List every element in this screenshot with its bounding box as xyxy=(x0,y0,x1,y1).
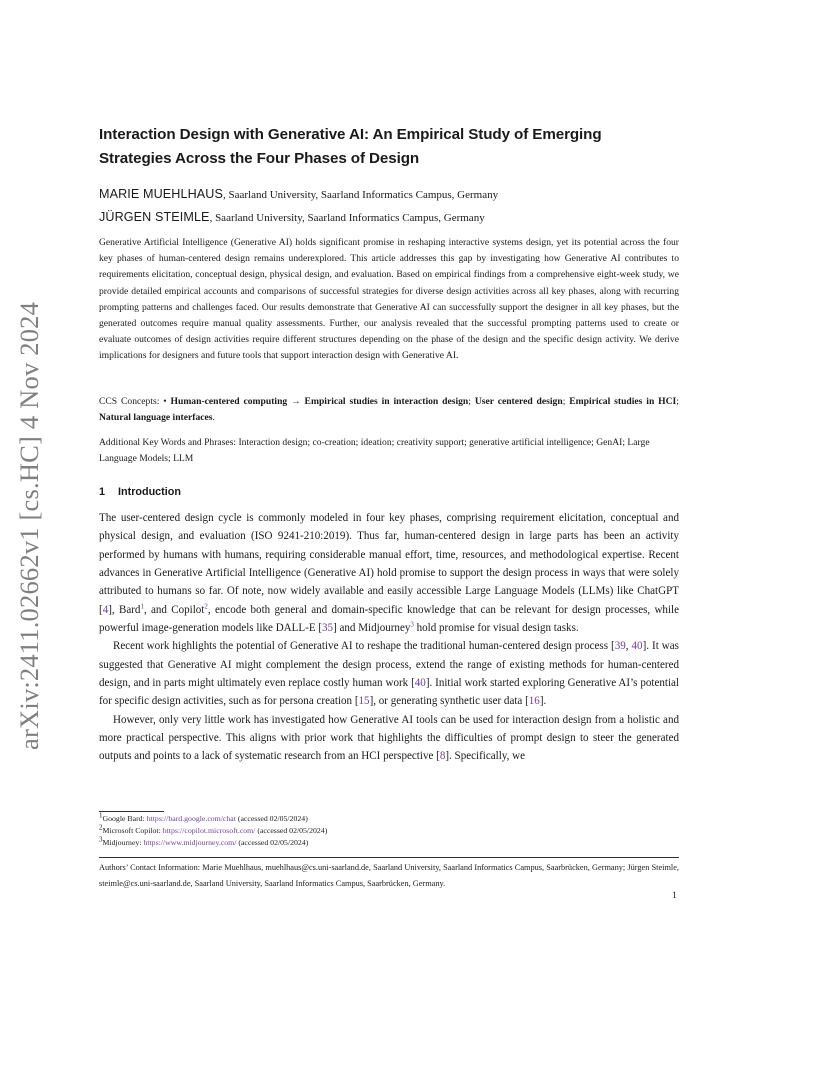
ccs-concepts: CCS Concepts: • Human-centered computing → Empirical studies in interaction design; User centered design; Empirical studies in HCI; Natural language interfaces. xyxy=(99,396,679,424)
footnote-marker[interactable]: 2 xyxy=(204,602,208,611)
title-line: Interaction Design with Generative AI: An Empirical Study of Emerging xyxy=(99,126,602,143)
footnote: $^1$Google Bard: https://bard.google.com/chat (accessed 02/05/2024) xyxy=(99,811,308,823)
ccs-concept: User centered design xyxy=(474,396,563,407)
ccs-concept: Human-centered computing → Empirical studies in interaction design xyxy=(170,396,469,407)
footnote-url[interactable]: https://www.midjourney.com/ xyxy=(143,838,237,847)
author-name: JÜRGEN STEIMLE xyxy=(99,210,210,224)
citation-link[interactable]: 39 xyxy=(614,640,626,653)
section-heading xyxy=(99,486,679,498)
footnote: $^3$Midjourney: https://www.midjourney.com/ (accessed 02/05/2024) xyxy=(99,835,309,847)
abstract: Generative Artificial Intelligence (Generative AI) holds significant promise in reshaping interactive systems design, yet its potential across the four key phases of human-centered design remains underexplored. This article addresses this gap by investigating how Generative AI contributes to requirements elicitation, conceptual design, physical design, and evaluation. Based on empirical findings from a comprehensive eight-week study, we provide detailed empirical accounts and comparisons of successful strategies for diverse design activities across all key phases, along with recurring prompting patterns and challenges faced. Our results demonstrate that Generative AI can successfully support the designer in all key phases, but the generated outcomes require manual quality assessments. Further, our analysis revealed that the successful prompting patterns used to create or evaluate outcomes of design activities require different structures depending on the phase of the design and the specific design activity. We derive implications for designers and future tools that support interaction design with Generative AI. xyxy=(99,237,679,362)
citation-link[interactable]: 4 xyxy=(102,603,109,616)
arxiv-identifier: arXiv:2411.02662v1 [cs.HC] 4 Nov 2024 xyxy=(14,301,44,750)
citation-link[interactable]: 35 xyxy=(322,622,334,635)
paragraph: Recent work highlights the potential of Generative AI to reshape the traditional human-centered design process [39, 40]. It was suggested that Generative AI might complement the design process, extend the range of existing methods for human-centered design, and in parts might ultimately even replace costly human work [40]. Initial work started exploring Generative AI’s potential for specific design activities, such as for persona creation [15], or generating synthetic user data [16]. xyxy=(99,640,680,708)
author-name: MARIE MUEHLHAUS xyxy=(99,187,223,201)
author-affiliation: , Saarland University, Saarland Informatics Campus, Germany xyxy=(209,212,485,224)
page-number: 1 xyxy=(672,890,677,901)
ccs-concept: Empirical studies in HCI xyxy=(569,396,677,407)
citation-link[interactable]: 15 xyxy=(358,695,370,708)
paper-title xyxy=(99,123,679,171)
footnotes xyxy=(99,813,679,849)
author-entry xyxy=(99,206,679,229)
author-entry xyxy=(99,183,679,206)
footnote-marker[interactable]: 3 xyxy=(410,620,414,629)
footnote-url[interactable]: https://bard.google.com/chat xyxy=(146,814,236,823)
ccs-concept: Natural language interfaces xyxy=(99,412,213,424)
citation-link[interactable]: 8 xyxy=(439,750,446,763)
citation-link[interactable]: 40 xyxy=(631,640,643,653)
footnote: $^2$Microsoft Copilot: https://copilot.microsoft.com/ (accessed 02/05/2024) xyxy=(99,823,328,835)
title-line: Strategies Across the Four Phases of Design xyxy=(99,150,420,167)
contact-divider xyxy=(99,857,679,858)
author-contact-info: Authors’ Contact Information: Marie Muehlhaus, muehlhaus@cs.uni-saarland.de, Saarland University, Saarland Informatics Campus, Saarbrücken, Germany; Jürgen Steimle, steimle@cs.uni-saarland.de, Saarland University, Saarland Informatics Campus, Saarbrücken, Germany. xyxy=(99,863,679,888)
citation-link[interactable]: 16 xyxy=(528,695,540,708)
footnote-marker[interactable]: 1 xyxy=(140,602,144,611)
section-number: 1 xyxy=(99,486,106,498)
paragraph: However, only very little work has investigated how Generative AI tools can be used for interaction design from a holistic and more practical perspective. This aligns with prior work that highlights the difficulties of prompt design to steer the generated outputs and points to a lack of systematic research from an HCI perspective [8]. Specifically, we xyxy=(99,713,679,763)
section-title: Introduction xyxy=(118,486,181,498)
paragraph: The user-centered design cycle is commonly modeled in four key phases, comprising requirement elicitation, conceptual and physical design, and evaluation (ISO 9241-210:2019). Thus far, human-centered design in large parts has been an activity performed by humans with humans, requiring considerable manual effort, time, resources, and methodological expertise. Recent advances in Generative Artificial Intelligence (Generative AI) hold promise to support the design process in ways that were solely attributed to humans so far. Of note, now widely available and easily accessible Large Language Models (LLMs) like ChatGPT [4], Bard$^1$, and Copilot$^2$, encode both general and domain-specific knowledge that can be relevant for design processes, while powerful image-generation models like DALL-E [35] and Midjourney$^3$ hold promise for visual design tasks. xyxy=(99,512,680,635)
author-affiliation: , Saarland University, Saarland Informatics Campus, Germany xyxy=(222,189,499,201)
citation-link[interactable]: 40 xyxy=(414,677,426,690)
body-text xyxy=(99,509,679,766)
author-list xyxy=(99,183,679,229)
keywords: Additional Key Words and Phrases: Interaction design; co-creation; ideation; creativity support; generative artificial intelligence; GenAI; Large Language Models; LLM xyxy=(99,437,650,465)
footnote-url[interactable]: https://copilot.microsoft.com/ xyxy=(162,826,256,835)
footnote-divider xyxy=(99,811,164,812)
